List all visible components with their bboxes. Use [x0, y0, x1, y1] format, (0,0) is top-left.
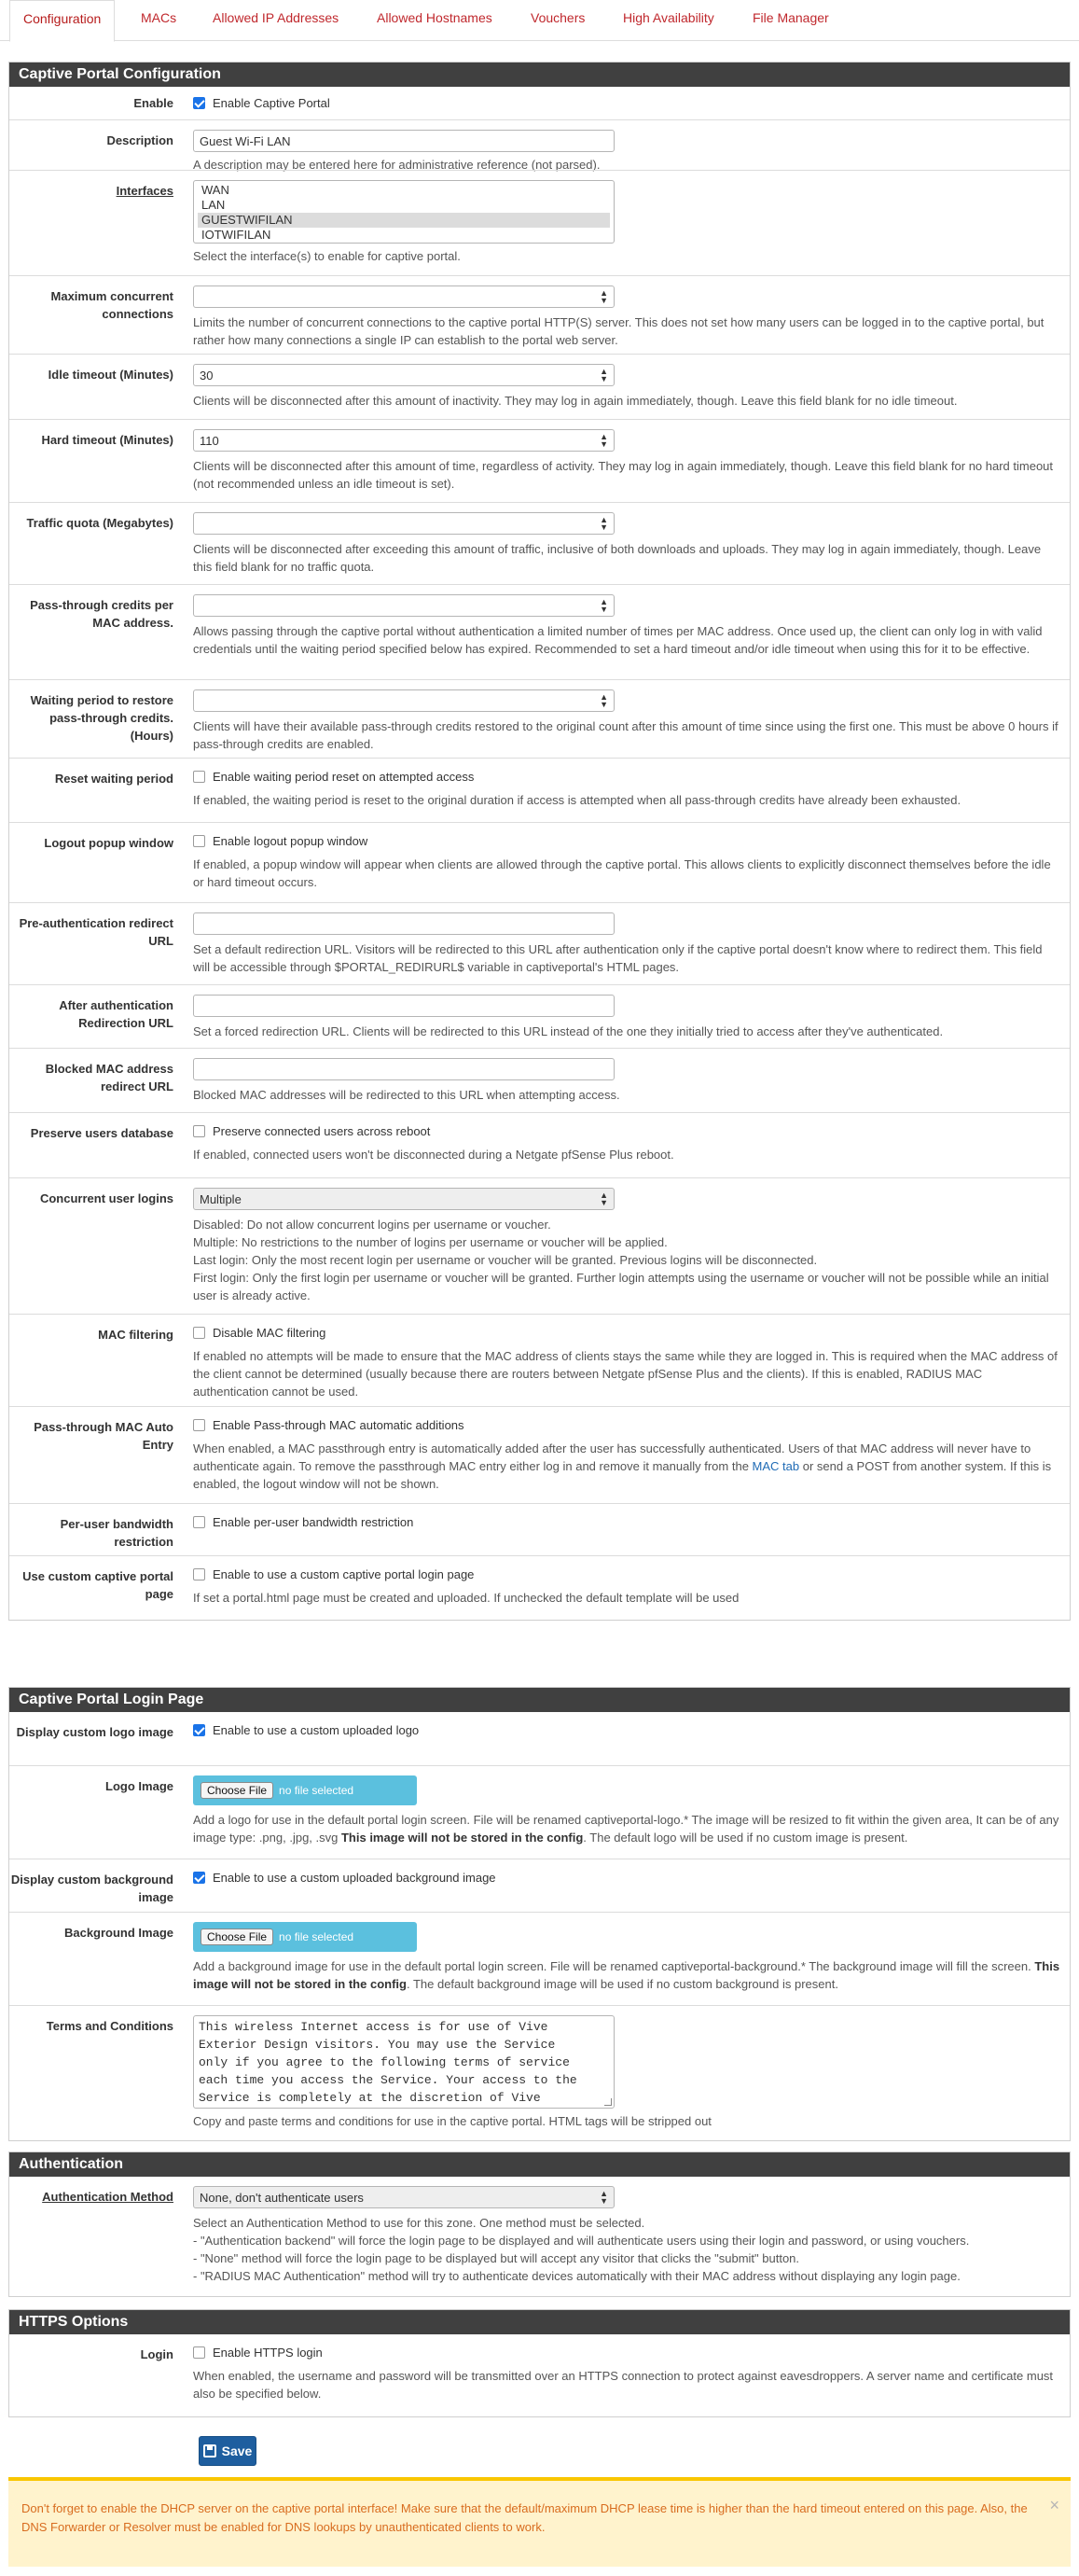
afterauth-redirect-label: After authentication Redirection URL	[59, 998, 173, 1030]
afterauth-redirect-help: Set a forced redirection URL. Clients will be redirected to this URL instead of the one they initially tried to access after they've authenticated.	[193, 1024, 944, 1038]
mac-auto-entry-row	[9, 1406, 1070, 1503]
mac-auto-entry-checkbox[interactable]	[193, 1419, 205, 1431]
dhcp-warning-alert	[8, 2477, 1071, 2567]
logo-display-checkbox[interactable]	[193, 1724, 205, 1736]
bandwidth-row	[9, 1503, 1070, 1555]
passthrough-credits-label: Pass-through credits per MAC address.	[30, 598, 173, 630]
https-login-row	[9, 2334, 1070, 2416]
save-button[interactable]	[199, 2436, 256, 2466]
reset-waiting-label: Reset waiting period	[54, 772, 173, 786]
spinner-icon[interactable]: ▲ ▼	[600, 432, 608, 449]
bandwidth-checkbox-label: Enable per-user bandwidth restriction	[213, 1515, 414, 1529]
mac-filtering-checkbox-label: Disable MAC filtering	[213, 1326, 326, 1340]
blocked-mac-help: Blocked MAC addresses will be redirected to this URL when attempting access.	[193, 1088, 620, 1102]
concurrent-help-multiple: Multiple: No restrictions to the number of logins per username or voucher will be applied.	[193, 1235, 668, 1249]
terms-help: Copy and paste terms and conditions for use in the captive portal. HTML tags will be stripped out	[193, 2114, 712, 2128]
background-image-help: Add a background image for use in the default portal login screen. File will be renamed captiveportal-background.* The background image will fill the screen. This image will not be stored in the config. The default background image will be used if no custom background is present.	[193, 1959, 1060, 1991]
spinner-icon[interactable]: ▲ ▼	[600, 515, 608, 532]
interface-option-iotwifilan[interactable]: IOTWIFILAN	[201, 228, 271, 242]
auth-help-intro: Select an Authentication Method to use for this zone. One method must be selected.	[193, 2216, 645, 2230]
traffic-quota-help: Clients will be disconnected after exceeding this amount of traffic, inclusive of both downloads and uploads. They may log in again immediately, though. Leave this field blank for no traffic quota.	[193, 542, 1042, 574]
description-row	[9, 119, 1070, 170]
captive-portal-config-panel	[8, 62, 1071, 1621]
logout-popup-label: Logout popup window	[44, 836, 173, 850]
save-icon	[203, 2444, 216, 2458]
https-login-label: Login	[140, 2347, 173, 2361]
concurrent-help-last: Last login: Only the most recent login per username or voucher will be granted. Previous logins will be disconnected.	[193, 1253, 818, 1267]
reset-waiting-checkbox[interactable]	[193, 771, 205, 783]
mac-filtering-help: If enabled no attempts will be made to ensure that the MAC address of clients stays the same while they are logged in. This is required when the MAC address of the client cannot be determined (usually because there are routers between Netgate pfSense Plus and the clients). If this is enabled, RADIUS MAC authentication cannot be used.	[193, 1349, 1058, 1399]
auth-help-radius: - "RADIUS MAC Authentication" method will try to authenticate devices automatically with their MAC address without displaying any login page.	[193, 2269, 961, 2283]
logo-image-row	[9, 1765, 1070, 1859]
max-connections-help: Limits the number of concurrent connections to the captive portal HTTP(S) server. This does not set how many users can be logged in to the captive portal, but rather how many connections a single IP can establish to the portal web server.	[193, 315, 1044, 347]
enable-checkbox-label: Enable Captive Portal	[213, 96, 330, 110]
interfaces-help: Select the interface(s) to enable for captive portal.	[193, 249, 461, 263]
enable-row	[9, 87, 1070, 119]
max-connections-label: Maximum concurrent connections	[50, 289, 173, 321]
interface-option-lan[interactable]: LAN	[201, 198, 226, 212]
preserve-users-help: If enabled, connected users won't be disconnected during a Netgate pfSense Plus reboot.	[193, 1148, 674, 1162]
afterauth-redirect-row	[9, 984, 1070, 1048]
terms-line: Exterior Design visitors. You may use the Service	[199, 2038, 556, 2052]
concurrent-help-first: First login: Only the first login per username or voucher will be granted. Further login attempts using the username or voucher will not be possible while an initial user is already active.	[193, 1271, 1049, 1302]
bandwidth-checkbox[interactable]	[193, 1516, 205, 1528]
logo-choose-file-button[interactable]: Choose File	[201, 1782, 273, 1799]
background-display-checkbox-label: Enable to use a custom uploaded background image	[213, 1871, 496, 1885]
interfaces-listbox[interactable]	[193, 180, 615, 244]
interfaces-label: Interfaces	[116, 184, 173, 198]
https-login-help: When enabled, the username and password will be transmitted over an HTTPS connection to protect against eavesdroppers. A server name and certificate must also be specified below.	[193, 2369, 1054, 2401]
terms-textarea[interactable]	[193, 2015, 615, 2109]
auth-method-label: Authentication Method	[42, 2190, 173, 2204]
background-choose-file-button[interactable]: Choose File	[201, 1929, 273, 1945]
background-display-checkbox[interactable]	[193, 1872, 205, 1884]
traffic-quota-label: Traffic quota (Megabytes)	[26, 516, 173, 530]
spinner-icon[interactable]: ▲ ▼	[600, 692, 608, 709]
preauth-redirect-input[interactable]	[193, 912, 615, 935]
logout-popup-help: If enabled, a popup window will appear when clients are allowed through the captive portal. This allows clients to explicitly disconnect themselves before the idle or hard timeout occurs.	[193, 857, 1051, 889]
terms-line: each time you access the Service. Your access to the	[199, 2073, 577, 2087]
idle-timeout-label: Idle timeout (Minutes)	[48, 368, 173, 382]
interface-option-wan[interactable]: WAN	[201, 183, 229, 197]
logo-image-help: Add a logo for use in the default portal login screen. File will be renamed captiveportal-logo.* The image will be resized to fit within the given area, It can be of any image type: .png, .jpg, .svg This image will not be stored in the config. The default logo will be used if no custom image is present.	[193, 1813, 1059, 1845]
preserve-users-label: Preserve users database	[30, 1126, 173, 1140]
description-input[interactable]: Guest Wi-Fi LAN	[193, 130, 615, 152]
preauth-redirect-help: Set a default redirection URL. Visitors will be redirected to this URL after authentication only if the captive portal doesn't know where to redirect them. This field will be accessible through $PORTAL_REDIRURL$ variable in captiveportal's HTML pages.	[193, 942, 1043, 974]
tab-bar	[0, 0, 1079, 41]
passthrough-credits-input[interactable]	[193, 594, 615, 617]
auth-method-value: None, don't authenticate users	[200, 2191, 364, 2205]
spinner-icon[interactable]: ▲ ▼	[600, 597, 608, 614]
logout-popup-checkbox[interactable]	[193, 835, 205, 847]
background-image-row	[9, 1912, 1070, 2005]
auth-help-none: - "None" method will force the login page to be displayed but will accept any visitor that clicks the "submit" button.	[193, 2251, 800, 2265]
hard-timeout-help: Clients will be disconnected after this amount of time, regardless of activity. They may log in again immediately, though. Leave this field blank for no hard timeout (not recommended unless an idle timeout is set).	[193, 459, 1054, 491]
idle-timeout-value: 30	[200, 369, 214, 383]
logo-display-label: Display custom logo image	[16, 1725, 173, 1739]
tab-allowed-ip-addresses[interactable]: Allowed IP Addresses	[213, 10, 339, 25]
tab-allowed-hostnames[interactable]: Allowed Hostnames	[377, 10, 492, 25]
concurrent-logins-row	[9, 1177, 1070, 1314]
terms-row	[9, 2005, 1070, 2140]
custom-page-row	[9, 1555, 1070, 1620]
background-file-input[interactable]	[193, 1922, 417, 1952]
tab-macs[interactable]: MACs	[141, 10, 177, 25]
traffic-quota-row	[9, 502, 1070, 584]
chevron-updown-icon: ▲ ▼	[600, 2189, 608, 2206]
login-page-panel	[8, 1687, 1071, 2141]
tab-configuration[interactable]: Configuration	[9, 0, 115, 42]
max-connections-input[interactable]	[193, 285, 615, 308]
tab-file-manager[interactable]: File Manager	[753, 10, 829, 25]
logo-image-label: Logo Image	[105, 1779, 173, 1793]
description-help: A description may be entered here for administrative reference (not parsed).	[193, 158, 601, 172]
custom-page-label: Use custom captive portal page	[22, 1569, 173, 1601]
resize-grip-icon[interactable]	[604, 2098, 612, 2106]
idle-timeout-input[interactable]	[193, 364, 615, 386]
idle-timeout-row	[9, 354, 1070, 419]
waiting-period-input[interactable]	[193, 689, 615, 712]
mac-filtering-checkbox[interactable]	[193, 1327, 205, 1339]
afterauth-redirect-input[interactable]	[193, 995, 615, 1017]
panel-heading: Captive Portal Configuration	[9, 63, 1070, 87]
concurrent-logins-select[interactable]	[193, 1188, 615, 1210]
spinner-icon[interactable]: ▲ ▼	[600, 288, 608, 305]
terms-line: This wireless Internet access is for use of Vive	[199, 2020, 548, 2034]
spinner-icon[interactable]: ▲ ▼	[600, 367, 608, 383]
mac-tab-link[interactable]: MAC tab	[752, 1459, 800, 1473]
hard-timeout-row	[9, 419, 1070, 502]
mac-auto-entry-label: Pass-through MAC Auto Entry	[34, 1420, 173, 1452]
background-display-row	[9, 1859, 1070, 1912]
blocked-mac-row	[9, 1048, 1070, 1112]
preserve-users-checkbox-label: Preserve connected users across reboot	[213, 1124, 431, 1138]
passthrough-credits-row	[9, 584, 1070, 679]
traffic-quota-input[interactable]	[193, 512, 615, 535]
logo-file-status: no file selected	[279, 1784, 354, 1797]
enable-label: Enable	[133, 96, 173, 110]
logout-popup-row	[9, 822, 1070, 902]
terms-line: only if you agree to the following terms of service	[199, 2055, 570, 2069]
alert-text: Don't forget to enable the DHCP server on the captive portal interface! Make sure that the default/maximum DHCP lease time is higher than the hard timeout entered on this page. Also, the DNS Forwarder or Resolver must be enabled for DNS lookups by unauthenticated clients to work.	[21, 2501, 1028, 2534]
idle-timeout-help: Clients will be disconnected after this amount of inactivity. They may log in again immediately, though. Leave this field blank for no idle timeout.	[193, 394, 958, 408]
blocked-mac-input[interactable]	[193, 1058, 615, 1080]
close-icon[interactable]: ×	[1049, 2496, 1059, 2514]
blocked-mac-label: Blocked MAC address redirect URL	[45, 1062, 173, 1093]
background-display-label: Display custom background image	[10, 1873, 173, 1904]
max-connections-row	[9, 275, 1070, 354]
logo-file-input[interactable]	[193, 1775, 417, 1805]
logo-display-checkbox-label: Enable to use a custom uploaded logo	[213, 1723, 420, 1737]
passthrough-credits-help: Allows passing through the captive portal without authentication a limited number of times per MAC address. Once used up, the client can only log in with valid credentials until the waiting period specified below has expired. Recommended to set a hard timeout and/or idle timeout when using this for it to be effective.	[193, 624, 1043, 656]
custom-page-checkbox-label: Enable to use a custom captive portal login page	[213, 1567, 475, 1581]
reset-waiting-row	[9, 758, 1070, 822]
description-label: Description	[106, 133, 173, 147]
custom-page-checkbox[interactable]	[193, 1568, 205, 1580]
waiting-period-label: Waiting period to restore pass-through credits. (Hours)	[30, 693, 173, 743]
https-options-panel	[8, 2309, 1071, 2417]
mac-filtering-row	[9, 1314, 1070, 1406]
preserve-users-row	[9, 1112, 1070, 1177]
authentication-panel	[8, 2151, 1071, 2297]
concurrent-help-disabled: Disabled: Do not allow concurrent logins per username or voucher.	[193, 1218, 551, 1232]
hard-timeout-value: 110	[200, 434, 219, 448]
waiting-period-row	[9, 679, 1070, 758]
mac-auto-entry-checkbox-label: Enable Pass-through MAC automatic additions	[213, 1418, 464, 1432]
logo-display-row	[9, 1712, 1070, 1765]
concurrent-logins-value: Multiple	[200, 1192, 242, 1206]
terms-label: Terms and Conditions	[46, 2019, 173, 2033]
concurrent-logins-label: Concurrent user logins	[39, 1191, 173, 1205]
mac-filtering-label: MAC filtering	[98, 1328, 173, 1342]
auth-method-select[interactable]	[193, 2186, 615, 2208]
reset-waiting-checkbox-label: Enable waiting period reset on attempted access	[213, 770, 475, 784]
auth-help-backend: - "Authentication backend" will force the login page to be displayed and will authenticate users using their login and password, or using vouchers.	[193, 2234, 970, 2248]
tab-vouchers[interactable]: Vouchers	[531, 10, 586, 25]
enable-checkbox[interactable]	[193, 97, 205, 109]
https-login-checkbox-label: Enable HTTPS login	[213, 2346, 323, 2360]
mac-auto-entry-help: When enabled, a MAC passthrough entry is automatically added after the user has successfully authenticated. Users of that MAC address will never have to authenticate again. To remove the passthrough MAC entry either log in and remove it manually from the MAC tab or send a POST from another system. If this is enabled, the logout window will not be shown.	[193, 1441, 1052, 1491]
auth-method-row	[9, 2177, 1070, 2296]
https-login-checkbox[interactable]	[193, 2346, 205, 2359]
panel-heading: HTTPS Options	[9, 2310, 1070, 2334]
panel-heading: Authentication	[9, 2152, 1070, 2177]
preauth-redirect-row	[9, 902, 1070, 984]
logout-popup-checkbox-label: Enable logout popup window	[213, 834, 368, 848]
waiting-period-help: Clients will have their available pass-through credits restored to the original count after this amount of time since using the first one. This must be above 0 hours if pass-through credits are enabled.	[193, 719, 1058, 751]
background-file-status: no file selected	[279, 1930, 354, 1943]
background-image-label: Background Image	[63, 1926, 173, 1940]
custom-page-help: If set a portal.html page must be created and uploaded. If unchecked the default template will be used	[193, 1591, 740, 1605]
reset-waiting-help: If enabled, the waiting period is reset to the original duration if access is attempted when all pass-through credits have already been exhausted.	[193, 793, 961, 807]
hard-timeout-input[interactable]	[193, 429, 615, 452]
interface-option-guestwifilan[interactable]: GUESTWIFILAN	[198, 213, 610, 228]
hard-timeout-label: Hard timeout (Minutes)	[41, 433, 173, 447]
interfaces-row	[9, 170, 1070, 275]
terms-line: Service is completely at the discretion of Vive	[199, 2091, 541, 2105]
panel-heading: Captive Portal Login Page	[9, 1688, 1070, 1712]
preauth-redirect-label: Pre-authentication redirect URL	[19, 916, 173, 948]
preserve-users-checkbox[interactable]	[193, 1125, 205, 1137]
tab-high-availability[interactable]: High Availability	[623, 10, 714, 25]
chevron-updown-icon: ▲ ▼	[600, 1191, 608, 1207]
save-button-label: Save	[221, 2444, 253, 2458]
bandwidth-label: Per-user bandwidth restriction	[60, 1517, 173, 1549]
